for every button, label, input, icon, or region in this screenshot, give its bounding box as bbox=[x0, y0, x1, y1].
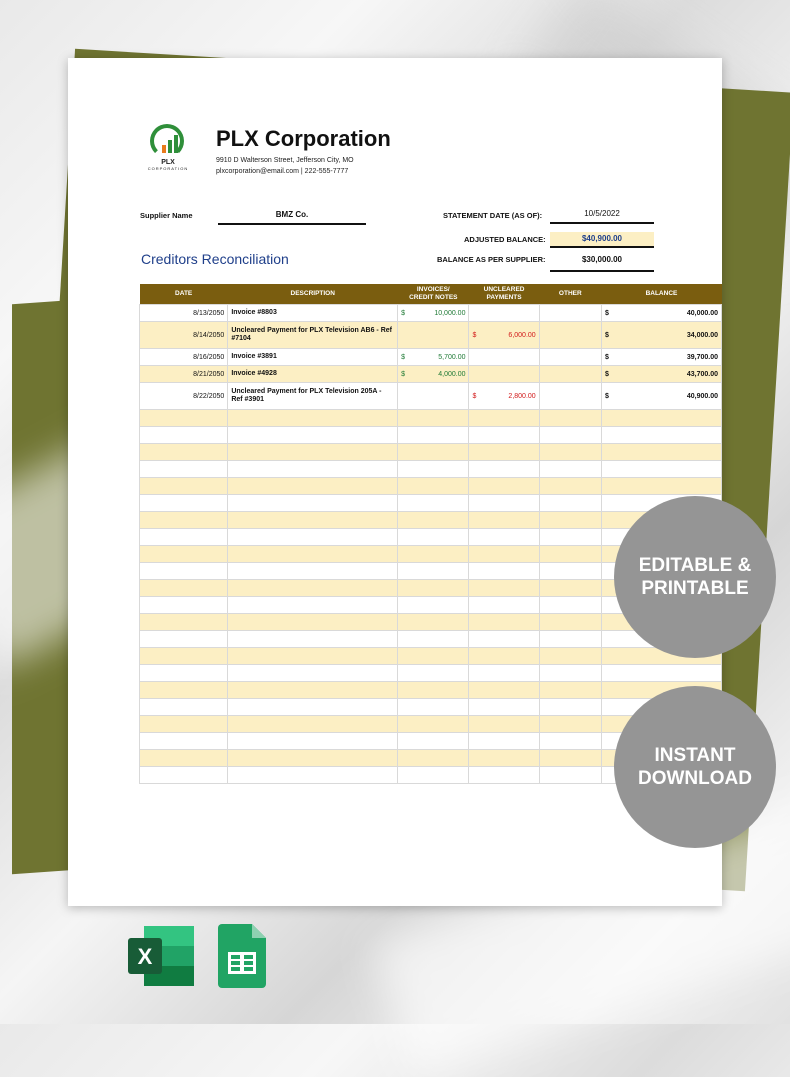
empty-cell[interactable] bbox=[140, 665, 228, 682]
uncleared-cell[interactable] bbox=[469, 383, 539, 410]
col-uncleared-header: UNCLEARED PAYMENTS bbox=[469, 284, 539, 305]
address-line: 9910 D Walterson Street, Jefferson City, MO bbox=[216, 157, 354, 164]
empty-cell[interactable] bbox=[539, 563, 601, 580]
other-cell[interactable] bbox=[539, 322, 601, 349]
empty-cell[interactable] bbox=[228, 733, 398, 750]
statement-date-label: STATEMENT DATE (AS OF): bbox=[443, 211, 543, 220]
empty-cell[interactable] bbox=[601, 427, 721, 444]
date-cell[interactable] bbox=[140, 349, 228, 366]
empty-cell[interactable] bbox=[469, 563, 539, 580]
currency-symbol: $ bbox=[604, 331, 609, 339]
empty-cell[interactable] bbox=[228, 410, 398, 427]
empty-cell[interactable] bbox=[140, 495, 228, 512]
empty-cell[interactable] bbox=[398, 750, 469, 767]
empty-cell[interactable] bbox=[469, 750, 539, 767]
empty-cell[interactable] bbox=[539, 580, 601, 597]
balance-cell[interactable] bbox=[601, 322, 721, 349]
empty-cell[interactable] bbox=[140, 580, 228, 597]
empty-cell[interactable] bbox=[398, 665, 469, 682]
adjusted-balance-value: $40,900.00 bbox=[581, 234, 623, 243]
table-row-empty bbox=[140, 631, 722, 648]
money-value bbox=[472, 332, 535, 339]
empty-cell[interactable] bbox=[539, 546, 601, 563]
empty-cell[interactable] bbox=[469, 716, 539, 733]
empty-cell[interactable] bbox=[228, 682, 398, 699]
google-sheets-icon[interactable] bbox=[218, 924, 266, 993]
other-cell[interactable] bbox=[539, 305, 601, 322]
empty-cell[interactable] bbox=[140, 410, 228, 427]
description-cell[interactable] bbox=[228, 305, 398, 322]
balance-cell[interactable] bbox=[601, 366, 721, 383]
empty-cell[interactable] bbox=[228, 529, 398, 546]
balance-cell[interactable] bbox=[601, 349, 721, 366]
empty-cell[interactable] bbox=[398, 427, 469, 444]
table-row bbox=[140, 366, 722, 383]
supplier-label: Supplier Name bbox=[140, 211, 193, 220]
amount: 10,000.00 bbox=[434, 309, 466, 317]
empty-cell[interactable] bbox=[469, 733, 539, 750]
money-value bbox=[401, 310, 465, 317]
empty-cell[interactable] bbox=[539, 444, 601, 461]
empty-cell[interactable] bbox=[539, 665, 601, 682]
table-row-empty bbox=[140, 444, 722, 461]
empty-cell[interactable] bbox=[398, 614, 469, 631]
empty-cell[interactable] bbox=[398, 410, 469, 427]
uncleared-cell[interactable] bbox=[469, 322, 539, 349]
adjusted-underline bbox=[550, 246, 654, 248]
empty-cell[interactable] bbox=[469, 495, 539, 512]
description-cell[interactable] bbox=[228, 349, 398, 366]
empty-cell[interactable] bbox=[469, 767, 539, 784]
company-address bbox=[216, 155, 354, 177]
currency-symbol: $ bbox=[401, 309, 406, 317]
empty-cell[interactable] bbox=[140, 716, 228, 733]
empty-cell[interactable] bbox=[539, 716, 601, 733]
empty-cell[interactable] bbox=[469, 529, 539, 546]
description-cell[interactable] bbox=[228, 366, 398, 383]
cell-text: Invoice #8803 bbox=[231, 309, 277, 316]
empty-cell[interactable] bbox=[398, 631, 469, 648]
empty-cell[interactable] bbox=[539, 478, 601, 495]
empty-cell[interactable] bbox=[228, 665, 398, 682]
balance-cell[interactable] bbox=[601, 305, 721, 322]
empty-cell[interactable] bbox=[228, 512, 398, 529]
empty-cell[interactable] bbox=[398, 495, 469, 512]
supplier-underline bbox=[218, 223, 366, 225]
amount: 5,700.00 bbox=[438, 353, 466, 361]
empty-cell[interactable] bbox=[469, 665, 539, 682]
empty-cell[interactable] bbox=[140, 546, 228, 563]
empty-cell[interactable] bbox=[228, 580, 398, 597]
empty-cell[interactable] bbox=[539, 461, 601, 478]
cell-text: 8/13/2050 bbox=[193, 309, 225, 317]
invoice-cell[interactable] bbox=[398, 366, 469, 383]
empty-cell[interactable] bbox=[228, 563, 398, 580]
balance-supplier-label: BALANCE AS PER SUPPLIER: bbox=[437, 255, 546, 264]
date-cell[interactable] bbox=[140, 305, 228, 322]
empty-cell[interactable] bbox=[140, 733, 228, 750]
empty-cell[interactable] bbox=[398, 444, 469, 461]
table-row-empty bbox=[140, 665, 722, 682]
empty-cell[interactable] bbox=[140, 750, 228, 767]
empty-cell[interactable] bbox=[228, 444, 398, 461]
table-row-empty bbox=[140, 461, 722, 478]
empty-cell[interactable] bbox=[140, 444, 228, 461]
supplier-value[interactable]: BMZ Co. bbox=[275, 210, 309, 219]
logo-ring-icon bbox=[150, 124, 184, 158]
empty-cell[interactable] bbox=[539, 495, 601, 512]
invoice-cell[interactable] bbox=[398, 305, 469, 322]
invoice-cell[interactable] bbox=[398, 349, 469, 366]
empty-cell[interactable] bbox=[398, 512, 469, 529]
empty-cell[interactable] bbox=[539, 750, 601, 767]
logo-name: PLX bbox=[161, 159, 175, 166]
empty-cell[interactable] bbox=[601, 444, 721, 461]
other-cell[interactable] bbox=[539, 366, 601, 383]
statement-date-value[interactable]: 10/5/2022 bbox=[584, 209, 620, 218]
empty-cell[interactable] bbox=[539, 733, 601, 750]
svg-text:X: X bbox=[137, 944, 153, 969]
table-row bbox=[140, 322, 722, 349]
empty-cell[interactable] bbox=[601, 461, 721, 478]
empty-cell[interactable] bbox=[469, 631, 539, 648]
empty-cell[interactable] bbox=[140, 427, 228, 444]
editable-badge-text: EDITABLE & PRINTABLE bbox=[638, 555, 752, 599]
col-balance-header: BALANCE bbox=[601, 284, 721, 305]
empty-cell[interactable] bbox=[398, 767, 469, 784]
currency-symbol: $ bbox=[472, 392, 477, 400]
cell-text: Invoice #4928 bbox=[231, 370, 277, 377]
empty-cell[interactable] bbox=[398, 563, 469, 580]
empty-cell[interactable] bbox=[398, 597, 469, 614]
money-value bbox=[605, 354, 718, 361]
empty-cell[interactable] bbox=[140, 478, 228, 495]
amount: 2,800.00 bbox=[508, 392, 536, 400]
company-logo bbox=[146, 124, 190, 171]
invoice-cell[interactable] bbox=[398, 383, 469, 410]
empty-cell[interactable] bbox=[469, 410, 539, 427]
empty-cell[interactable] bbox=[539, 631, 601, 648]
empty-cell[interactable] bbox=[539, 648, 601, 665]
empty-cell[interactable] bbox=[228, 546, 398, 563]
table-row-empty bbox=[140, 648, 722, 665]
logo-sub: CORPORATION bbox=[147, 166, 189, 171]
currency-symbol: $ bbox=[604, 353, 609, 361]
currency-symbol: $ bbox=[604, 309, 609, 317]
empty-cell[interactable] bbox=[469, 648, 539, 665]
empty-cell[interactable] bbox=[228, 699, 398, 716]
statement-underline bbox=[550, 222, 654, 224]
table-row bbox=[140, 305, 722, 322]
excel-icon[interactable] bbox=[128, 924, 196, 993]
amount: 40,000.00 bbox=[686, 309, 718, 317]
empty-cell[interactable] bbox=[469, 614, 539, 631]
table-row bbox=[140, 349, 722, 366]
amount: 43,700.00 bbox=[686, 370, 718, 378]
table-row-empty bbox=[140, 495, 722, 512]
date-cell[interactable] bbox=[140, 383, 228, 410]
other-cell[interactable] bbox=[539, 383, 601, 410]
empty-cell[interactable] bbox=[398, 699, 469, 716]
money-value bbox=[605, 332, 718, 339]
description-cell[interactable] bbox=[228, 322, 398, 349]
empty-cell[interactable] bbox=[228, 461, 398, 478]
download-badge-text: INSTANT DOWNLOAD bbox=[638, 745, 752, 789]
empty-cell[interactable] bbox=[140, 512, 228, 529]
empty-cell[interactable] bbox=[398, 478, 469, 495]
empty-cell[interactable] bbox=[228, 648, 398, 665]
empty-cell[interactable] bbox=[228, 614, 398, 631]
table-row-empty bbox=[140, 682, 722, 699]
table-header-row bbox=[140, 284, 722, 305]
currency-symbol: $ bbox=[401, 370, 406, 378]
empty-cell[interactable] bbox=[469, 427, 539, 444]
other-cell[interactable] bbox=[539, 349, 601, 366]
empty-cell[interactable] bbox=[539, 614, 601, 631]
editable-printable-badge bbox=[614, 496, 776, 658]
section-title: Creditors Reconciliation bbox=[141, 251, 289, 267]
empty-cell[interactable] bbox=[539, 682, 601, 699]
uncleared-cell[interactable] bbox=[469, 305, 539, 322]
empty-cell[interactable] bbox=[539, 529, 601, 546]
empty-cell[interactable] bbox=[469, 444, 539, 461]
empty-cell[interactable] bbox=[398, 733, 469, 750]
amount: 40,900.00 bbox=[686, 392, 718, 400]
empty-cell[interactable] bbox=[469, 512, 539, 529]
cell-text: Invoice #3891 bbox=[231, 353, 277, 360]
table-row-empty bbox=[140, 478, 722, 495]
empty-cell[interactable] bbox=[469, 699, 539, 716]
col-date-header: DATE bbox=[140, 284, 228, 305]
empty-cell[interactable] bbox=[140, 461, 228, 478]
instant-download-badge bbox=[614, 686, 776, 848]
empty-cell[interactable] bbox=[398, 529, 469, 546]
cell-text: 8/22/2050 bbox=[193, 392, 225, 400]
empty-cell[interactable] bbox=[228, 716, 398, 733]
money-value bbox=[401, 354, 465, 361]
contact-line: plxcorporation@email.com | 222-555-7777 bbox=[216, 168, 349, 175]
balance-supplier-value[interactable]: $30,000.00 bbox=[581, 255, 623, 264]
empty-cell[interactable] bbox=[140, 682, 228, 699]
empty-cell[interactable] bbox=[140, 597, 228, 614]
empty-cell[interactable] bbox=[228, 767, 398, 784]
empty-cell[interactable] bbox=[228, 631, 398, 648]
empty-cell[interactable] bbox=[140, 767, 228, 784]
empty-cell[interactable] bbox=[469, 597, 539, 614]
empty-cell[interactable] bbox=[228, 495, 398, 512]
cell-text: 8/21/2050 bbox=[193, 370, 225, 378]
empty-cell[interactable] bbox=[539, 597, 601, 614]
empty-cell[interactable] bbox=[539, 427, 601, 444]
col-description-header: DESCRIPTION bbox=[228, 284, 398, 305]
empty-cell[interactable] bbox=[469, 478, 539, 495]
cell-text: Uncleared Payment for PLX Television 205A - Ref #3901 bbox=[231, 388, 382, 403]
table-row-empty bbox=[140, 427, 722, 444]
currency-symbol: $ bbox=[604, 370, 609, 378]
empty-cell[interactable] bbox=[140, 648, 228, 665]
empty-cell[interactable] bbox=[469, 682, 539, 699]
empty-cell[interactable] bbox=[601, 665, 721, 682]
empty-cell[interactable] bbox=[469, 546, 539, 563]
amount: 39,700.00 bbox=[686, 353, 718, 361]
amount: 4,000.00 bbox=[438, 370, 466, 378]
empty-cell[interactable] bbox=[398, 716, 469, 733]
col-invoices-header: INVOICES/ CREDIT NOTES bbox=[398, 284, 469, 305]
empty-cell[interactable] bbox=[398, 461, 469, 478]
empty-cell[interactable] bbox=[398, 580, 469, 597]
money-value bbox=[401, 371, 465, 378]
cell-text: 8/16/2050 bbox=[193, 353, 225, 361]
empty-cell[interactable] bbox=[228, 750, 398, 767]
money-value bbox=[605, 310, 718, 317]
empty-cell[interactable] bbox=[539, 410, 601, 427]
amount: 6,000.00 bbox=[508, 331, 536, 339]
money-value bbox=[605, 371, 718, 378]
money-value bbox=[605, 393, 718, 400]
money-value bbox=[472, 393, 535, 400]
company-name: PLX Corporation bbox=[216, 126, 391, 151]
empty-cell[interactable] bbox=[469, 461, 539, 478]
empty-cell[interactable] bbox=[228, 427, 398, 444]
empty-cell[interactable] bbox=[539, 767, 601, 784]
col-other-header: OTHER bbox=[539, 284, 601, 305]
description-cell[interactable] bbox=[228, 383, 398, 410]
currency-symbol: $ bbox=[472, 331, 477, 339]
empty-cell[interactable] bbox=[140, 614, 228, 631]
cell-text: Uncleared Payment for PLX Television AB6 - Ref #7104 bbox=[231, 327, 392, 342]
empty-cell[interactable] bbox=[601, 478, 721, 495]
empty-cell[interactable] bbox=[140, 563, 228, 580]
adjusted-balance-label: ADJUSTED BALANCE: bbox=[464, 235, 546, 244]
amount: 34,000.00 bbox=[686, 331, 718, 339]
date-cell[interactable] bbox=[140, 322, 228, 349]
empty-cell[interactable] bbox=[140, 631, 228, 648]
empty-cell[interactable] bbox=[469, 580, 539, 597]
empty-cell[interactable] bbox=[539, 512, 601, 529]
balance-underline bbox=[550, 270, 654, 272]
empty-cell[interactable] bbox=[140, 529, 228, 546]
table-row bbox=[140, 383, 722, 410]
invoice-cell[interactable] bbox=[398, 322, 469, 349]
uncleared-cell[interactable] bbox=[469, 366, 539, 383]
empty-cell[interactable] bbox=[539, 699, 601, 716]
currency-symbol: $ bbox=[604, 392, 609, 400]
date-cell[interactable] bbox=[140, 366, 228, 383]
empty-cell[interactable] bbox=[228, 478, 398, 495]
currency-symbol: $ bbox=[401, 353, 406, 361]
cell-text: 8/14/2050 bbox=[193, 331, 225, 339]
uncleared-cell[interactable] bbox=[469, 349, 539, 366]
empty-cell[interactable] bbox=[398, 648, 469, 665]
table-row-empty bbox=[140, 410, 722, 427]
balance-cell[interactable] bbox=[601, 383, 721, 410]
empty-cell[interactable] bbox=[601, 410, 721, 427]
empty-cell[interactable] bbox=[228, 597, 398, 614]
empty-cell[interactable] bbox=[398, 682, 469, 699]
empty-cell[interactable] bbox=[140, 699, 228, 716]
empty-cell[interactable] bbox=[398, 546, 469, 563]
